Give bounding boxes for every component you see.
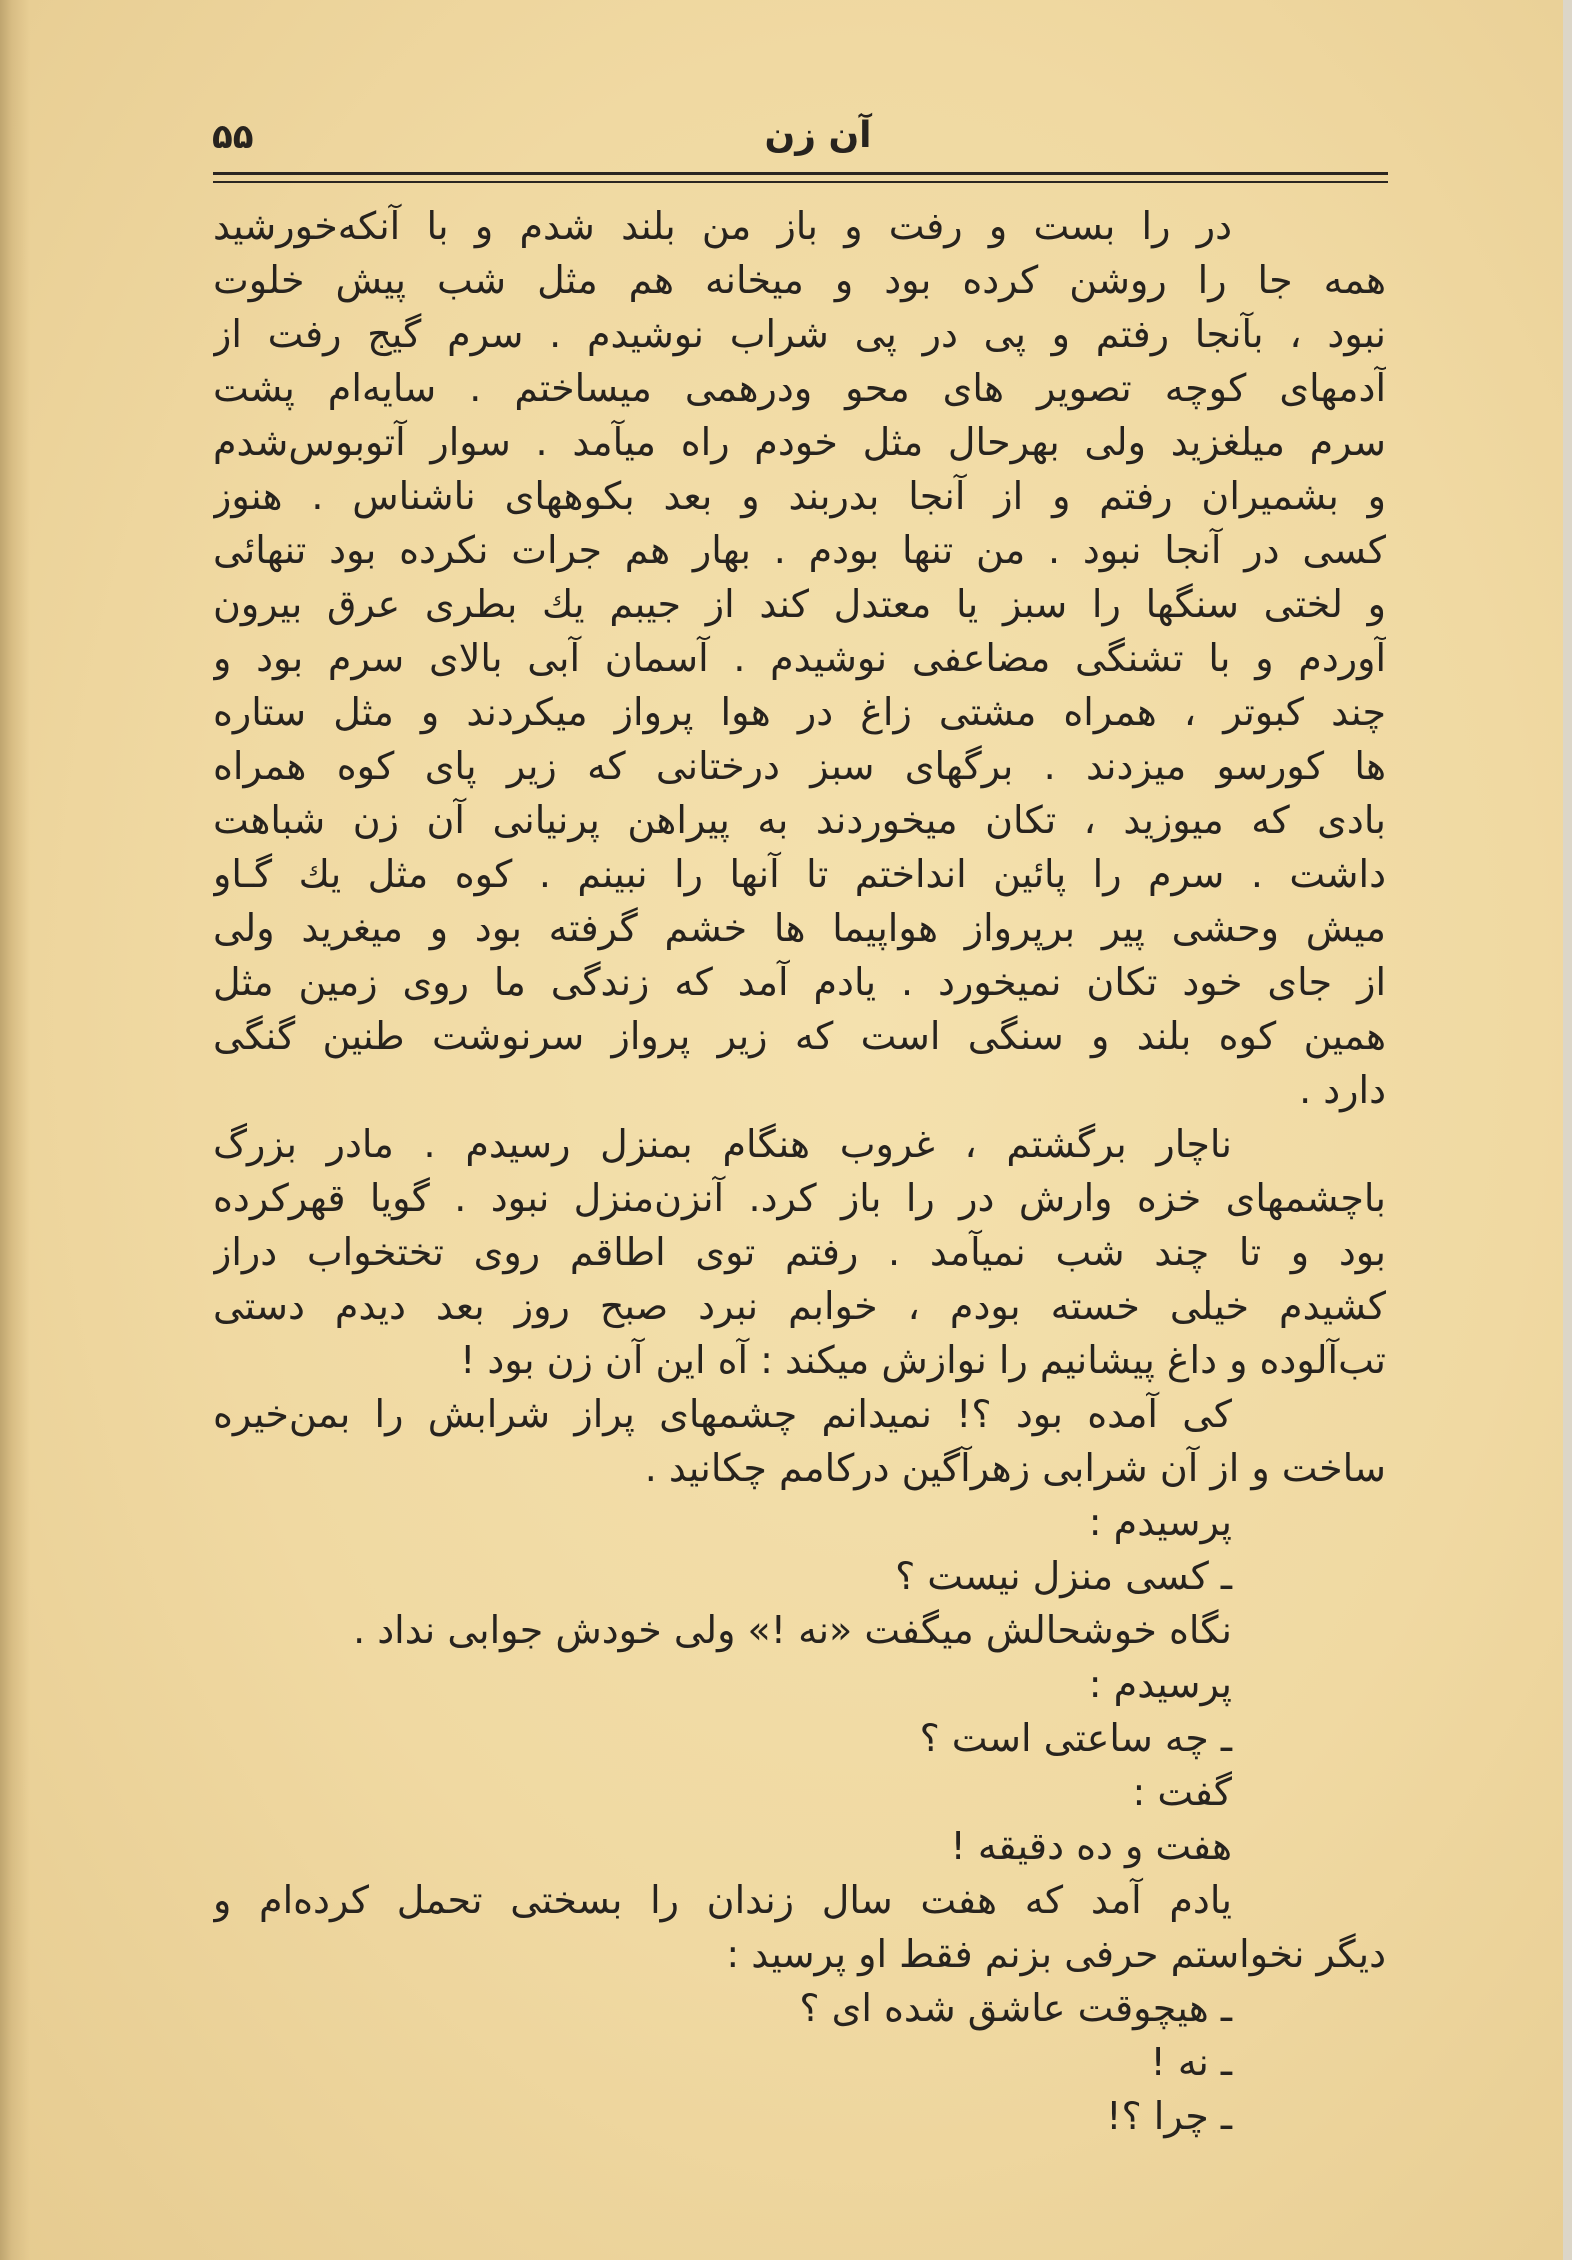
text-line: هفت و ده دقیقه !	[950, 1824, 1232, 1868]
dialogue-line: ـ چه ساعتی است ؟	[919, 1716, 1232, 1760]
text-line: ها کورسو میزدند . برگهای سبز درختانی که زیر پای کوه همراه	[213, 744, 1386, 788]
binding-shadow	[0, 0, 30, 2260]
text-line: باچشمهای خزه وارش در را باز کرد. آنزن‌منزل نبود . گویا قهرکرده	[213, 1176, 1386, 1220]
text-line: میش وحشی پیر برپرواز هواپیما ها خشم گرفته بود و میغرید ولی	[213, 906, 1386, 950]
text-line: پرسیدم :	[1088, 1662, 1232, 1706]
running-title: آن زن	[764, 115, 872, 156]
text-line: سرم میلغزید ولی بهرحال مثل خودم راه میآمد . سوار آتوبوس‌شدم	[213, 420, 1386, 464]
text-line: چند کبوتر ، همراه مشتی زاغ در هوا پرواز میکردند و مثل ستاره	[213, 690, 1386, 734]
text-line: آدمهای کوچه تصویر های محو ودرهمی میساختم . سایه‌ام پشت	[213, 366, 1386, 410]
dialogue-line: ـ کسی منزل نیست ؟	[895, 1554, 1232, 1598]
header-rule-bottom	[213, 181, 1388, 183]
body-text	[213, 199, 1386, 2143]
dialogue-line: ـ چرا ؟!	[1106, 2094, 1232, 2138]
text-line: گفت :	[1132, 1770, 1232, 1814]
text-line: نبود ، بآنجا رفتم و پی در پی شراب نوشیدم . سرم گیج رفت از	[213, 312, 1386, 356]
text-line: بادی که میوزید ، تکان میخوردند به پیراهن پرنیانی آن زن شباهت	[213, 798, 1386, 842]
text-line: همه جا را روشن کرده بود و میخانه هم مثل شب پیش خلوت	[213, 258, 1386, 302]
text-line: از جای خود تکان نمیخورد . یادم آمد که زندگی ما روی زمین مثل	[213, 960, 1386, 1004]
header-rule-top	[213, 172, 1388, 175]
text-line: نگاه خوشحالش میگفت «نه !» ولی خودش جوابی نداد .	[353, 1608, 1232, 1652]
text-line: ساخت و از آن شرابی زهرآگین درکامم چکانید .	[644, 1446, 1386, 1490]
text-line: کشیدم خیلی خسته بودم ، خوابم نبرد صبح روز بعد دیدم دستی	[213, 1284, 1386, 1328]
text-line: ناچار برگشتم ، غروب هنگام بمنزل رسیدم . مادر بزرگ	[213, 1122, 1232, 1166]
text-line: و لختی سنگها را سبز یا معتدل کند از جیبم یك بطری عرق بیرون	[213, 582, 1386, 626]
text-line: و بشمیران رفتم و از آنجا بدربند و بعد بکوههای ناشناس . هنوز	[213, 474, 1386, 518]
text-line: داشت . سرم را پائین انداختم تا آنها را نبینم . کوه مثل یك گـاو	[213, 852, 1386, 896]
text-line: کسی در آنجا نبود . من تنها بودم . بهار هم جرات نکرده بود تنهائی	[213, 528, 1386, 572]
text-line: آوردم و با تشنگی مضاعفی نوشیدم . آسمان آبی بالای سرم بود و	[213, 636, 1386, 680]
page-number: ۵۵	[212, 117, 254, 157]
text-line: کی آمده بود ؟! نمیدانم چشمهای پراز شرابش را بمن‌خیره	[213, 1392, 1232, 1436]
text-line: دارد .	[1299, 1068, 1386, 1112]
dialogue-line: ـ نه !	[1150, 2040, 1232, 2084]
dialogue-line: ـ هیچوقت عاشق شده ای ؟	[799, 1986, 1232, 2030]
text-line: تب‌آلوده و داغ پیشانیم را نوازش میکند : آه این آن زن بود !	[460, 1338, 1386, 1382]
text-line: بود و تا چند شب نمیآمد . رفتم توی اطاقم روی تختخواب دراز	[213, 1230, 1386, 1274]
text-line: پرسیدم :	[1088, 1500, 1232, 1544]
text-line: در را بست و رفت و باز من بلند شدم و با آنکه‌خورشید	[213, 204, 1232, 248]
text-line: یادم آمد که هفت سال زندان را بسختی تحمل کرده‌ام و	[213, 1878, 1232, 1922]
text-line: همین کوه بلند و سنگی است که زیر پرواز سرنوشت طنین گنگی	[213, 1014, 1386, 1058]
scan-edge	[1563, 0, 1572, 2260]
text-line: دیگر نخواستم حرفی بزنم فقط او پرسید :	[726, 1932, 1386, 1976]
